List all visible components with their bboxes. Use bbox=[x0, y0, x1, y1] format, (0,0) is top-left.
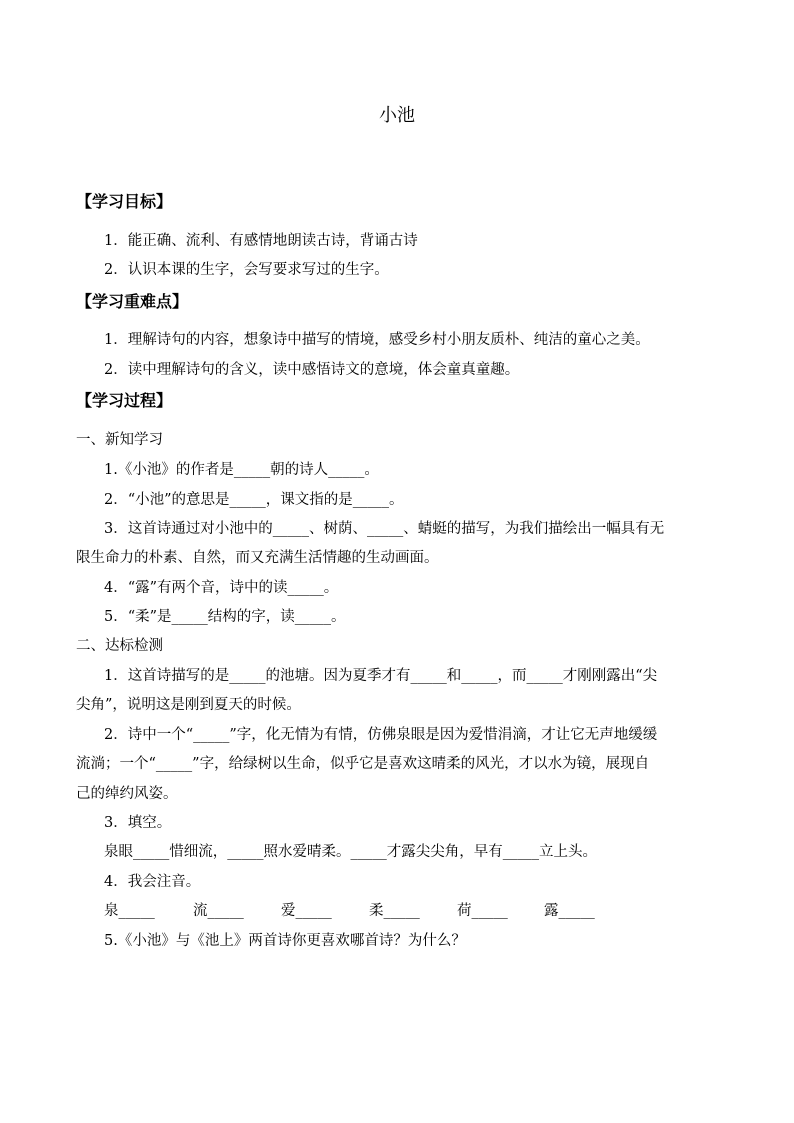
part1-question-2: 2．“小池”的意思是_____，课文指的是_____。 bbox=[104, 492, 404, 508]
pinyin-item: 荷_____ bbox=[457, 903, 508, 919]
poem-fill-line: 泉眼_____惜细流，_____照水爱晴柔。_____才露尖尖角，早有_____立上头。 bbox=[104, 844, 597, 860]
pinyin-item: 爱_____ bbox=[281, 903, 332, 919]
part1-question-3: 3．这首诗通过对小池中的_____、树荫、_____、蜻蜓的描写，为我们描绘出一幅具有无 bbox=[104, 521, 665, 537]
part2-question-1: 1．这首诗描写的是_____的池塘。因为夏季才有_____和_____，而_____才刚刚露出“尖 bbox=[104, 668, 658, 684]
part1-question-3-cont: 限生命力的朴素、自然，而又充满生活情趣的生动画面。 bbox=[76, 550, 439, 566]
part2-question-2-cont: 流淌；一个“_____”字，给绿树以生命，似乎它是喜欢这晴柔的风光，才以水为镜，展现自 bbox=[76, 756, 650, 772]
process-heading: 【学习过程】 bbox=[76, 391, 173, 410]
page-title: 小池 bbox=[379, 105, 415, 126]
part1-question-4: 4．“露”有两个音，诗中的读_____。 bbox=[104, 580, 339, 596]
part2-title: 二、达标检测 bbox=[76, 638, 163, 654]
pinyin-item: 柔_____ bbox=[369, 903, 420, 919]
pinyin-item: 流_____ bbox=[193, 903, 244, 919]
part2-question-4: 4．我会注音。 bbox=[104, 874, 201, 890]
part2-question-1-cont: 尖角”，说明这是刚到夏天的时候。 bbox=[76, 697, 301, 713]
part1-question-1: 1.《小池》的作者是_____朝的诗人_____。 bbox=[104, 462, 379, 478]
part2-question-2: 2．诗中一个“_____”字，化无情为有情，仿佛泉眼是因为爱惜涓滴，才让它无声地缓缓 bbox=[104, 727, 658, 743]
keypoint-item: 1．理解诗句的内容，想象诗中描写的情境，感受乡村小朋友质朴、纯洁的童心之美。 bbox=[104, 332, 650, 348]
pinyin-item: 露_____ bbox=[544, 903, 595, 919]
goal-item: 1．能正确、流利、有感情地朗读古诗，背诵古诗 bbox=[104, 233, 418, 249]
part2-question-5: 5.《小池》与《池上》两首诗你更喜欢哪首诗？为什么？ bbox=[104, 933, 466, 949]
keypoints-heading: 【学习重难点】 bbox=[76, 292, 189, 311]
part1-question-5: 5．“柔”是_____结构的字，读_____。 bbox=[104, 609, 346, 625]
pinyin-item: 泉_____ bbox=[104, 903, 155, 919]
part1-title: 一、新知学习 bbox=[76, 432, 163, 448]
goals-heading: 【学习目标】 bbox=[76, 192, 173, 211]
part2-question-2-cont: 己的绰约风姿。 bbox=[76, 786, 178, 802]
part2-question-3: 3．填空。 bbox=[104, 815, 172, 831]
keypoint-item: 2．读中理解诗句的含义，读中感悟诗文的意境，体会童真童趣。 bbox=[104, 362, 520, 378]
goal-item: 2．认识本课的生字，会写要求写过的生字。 bbox=[104, 262, 389, 278]
